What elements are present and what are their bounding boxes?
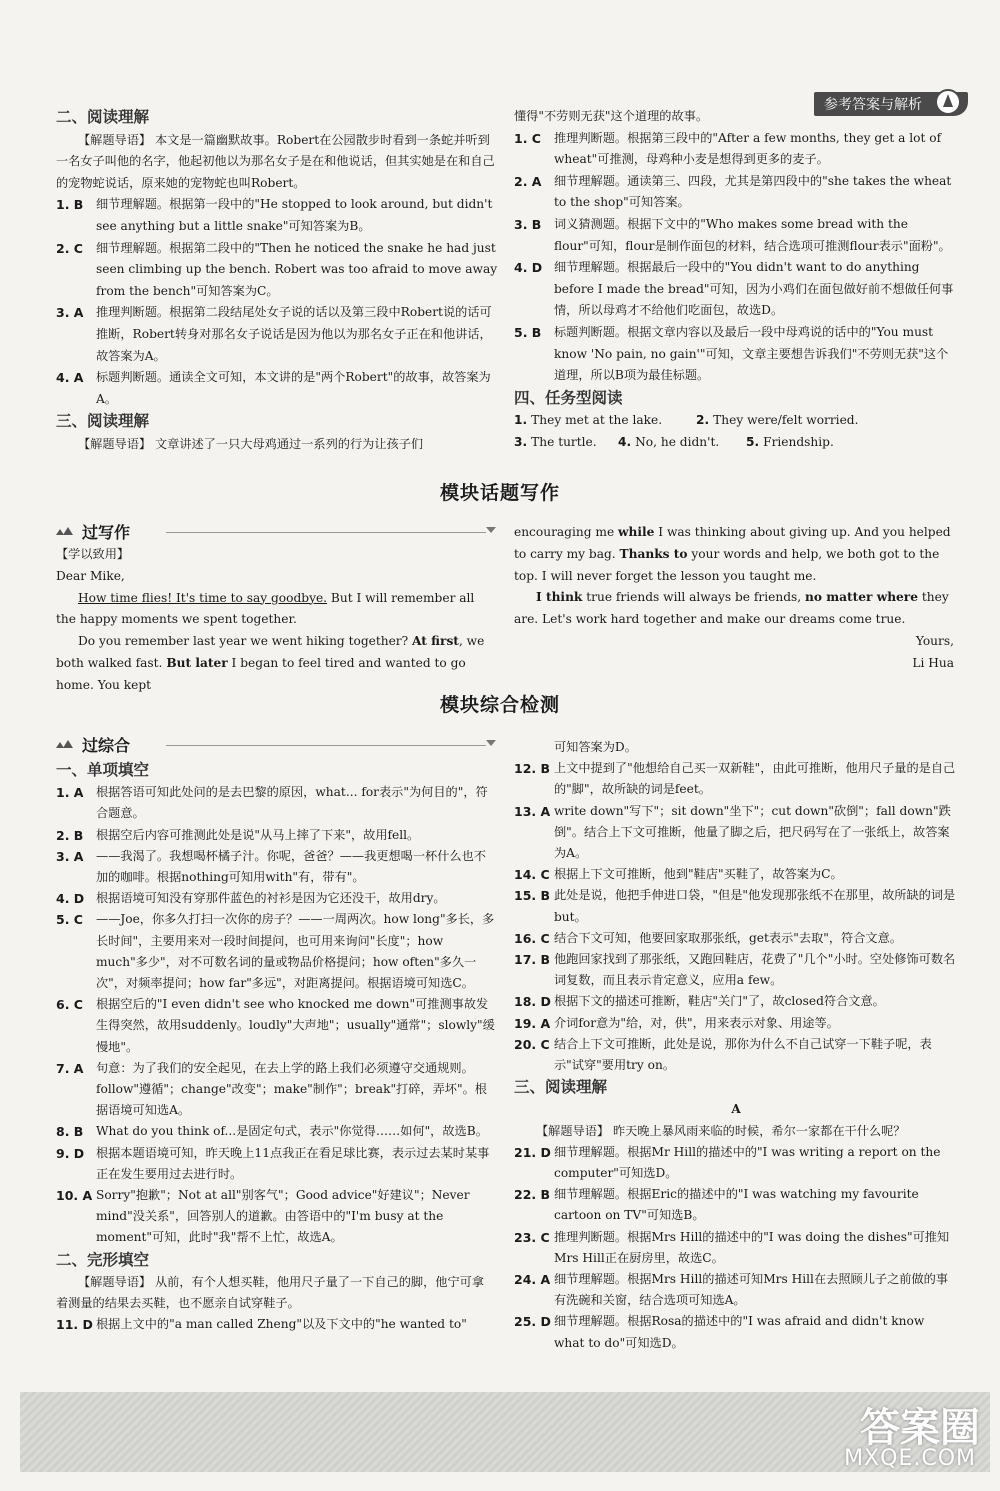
answer-number: 19. A: [514, 1015, 551, 1031]
bar-marker-icon: [56, 738, 78, 750]
letter-greeting: Dear Mike,: [56, 568, 125, 583]
answer-item: [56, 994, 496, 1058]
answer-number: 15. B: [514, 888, 551, 904]
answer-explanation: 介词for意为"给，对，供"，用来表示对象、用途等。: [554, 1015, 839, 1030]
answer-item: [514, 1269, 958, 1311]
answer-item: [514, 1184, 958, 1226]
bar-label: 过写作: [82, 523, 131, 542]
answer-explanation: 根据答语可知此处问的是去巴黎的原因，what... for表示"为何目的"，符合题意。: [96, 785, 488, 821]
answer-item: [514, 214, 958, 257]
letter-left: [56, 544, 496, 697]
reading-guide: 【解题导语】 昨天晚上暴风雨来临的时候，希尔一家都在干什么呢？: [536, 1123, 906, 1138]
answer-item: [56, 1058, 496, 1122]
answer-explanation: 细节理解题。根据第二段中的"Then he noticed the snake he had just seen climbing up the bench. Robert was too afraid to move away from the bench"可知答案为C。: [96, 240, 498, 298]
answer-number: 5. B: [514, 324, 542, 340]
answer-item: [514, 128, 958, 171]
answer-number: 9. D: [56, 1145, 85, 1161]
answer-explanation: 词义猜测题。根据下文中的"Who makes some bread with the flour"可知，flour是制作面包的材料，结合选项可推测flour表示"面粉"。: [554, 216, 951, 253]
answer-number: 3. B: [514, 216, 542, 232]
section-title: 二、完形填空: [56, 1250, 150, 1269]
answer-item: [514, 171, 958, 214]
answer-explanation: 结合上下文可推断，此处是说，那你为什么不自己试穿一下鞋子呢，表示"试穿"要用try on。: [554, 1036, 932, 1073]
letter-paragraph: Do you remember last year we went hiking together? At first, we both walked fast. But later I began to feel tired and wanted to go home. You kept: [56, 634, 485, 692]
answer-item: [514, 1142, 958, 1184]
chevron-down-icon: [486, 740, 496, 746]
answer-explanation: ——我渴了。我想喝杯橘子汁。你呢，爸爸？——我更想喝一杯什么也不加的咖啡。根据nothing可知用with"有，带有"。: [96, 848, 486, 885]
answer-number: 23. C: [514, 1229, 550, 1245]
task-answer: 4. No, he didn't.: [618, 434, 720, 449]
answer-explanation: 标题判断题。通读全文可知，本文讲的是"两个Robert"的故事，故答案为A。: [96, 370, 491, 406]
answer-explanation: 根据下文的描述可推断，鞋店"关门"了，故closed符合文意。: [554, 994, 885, 1009]
practice-label: 【学以致用】: [56, 547, 130, 561]
test-left-column: [56, 759, 496, 1335]
answer-explanation: What do you think of...是固定句式，表示"你觉得……如何"，故选B。: [96, 1124, 488, 1139]
answer-number: 8. B: [56, 1124, 84, 1140]
answer-explanation: 细节理解题。根据Mrs Hill的描述可知Mrs Hill在去照顾儿子之前做的事有洗碗和关窗，结合选项可知选A。: [554, 1272, 949, 1308]
answer-number: 10. A: [56, 1188, 93, 1204]
answer-item: [56, 194, 500, 237]
letter-paragraph: I think true friends will always be friends, no matter where they are. Let's work hard together and make our dreams come true.: [514, 590, 949, 627]
answer-number: 7. A: [56, 1060, 84, 1076]
answer-explanation: ——Joe，你多久打扫一次你的房子？——一周两次。how long"多长，多长时间"，主要用来对一段时间提问，也可用来询问"长度"；how much"多少"，对不可数名词的量或物品价格提问；how often"多久一次"，对频率提问；how far"多远"，对距离提问。根据语境可知选C。: [96, 912, 495, 991]
answer-item: [514, 758, 958, 800]
answer-item: [514, 864, 958, 885]
answer-number: 21. D: [514, 1144, 551, 1160]
answer-explanation: 推理判断题。根据第三段中的"After a few months, they get a lot of wheat"可推测，母鸡种小麦是想得到更多的麦子。: [554, 130, 942, 167]
answer-item: [514, 322, 958, 387]
answer-number: 25. D: [514, 1314, 551, 1330]
letter-closing: Yours,: [915, 633, 954, 648]
answer-item: [514, 1013, 958, 1034]
answer-item: [56, 782, 496, 824]
answer-number: 2. A: [514, 173, 542, 189]
answer-number: 14. C: [514, 867, 550, 883]
writing-bar: [56, 522, 496, 542]
answer-number: 5. C: [56, 912, 83, 928]
letter-right: [514, 522, 954, 675]
answer-item: [56, 909, 496, 994]
answer-number: 3. A: [56, 305, 84, 321]
answer-explanation: 此处是说，他把手伸进口袋，"但是"他发现那张纸不在那里，故所缺的词是but。: [554, 888, 956, 924]
section-title: 一、单项填空: [56, 761, 150, 779]
bar-label: 过综合: [82, 736, 131, 755]
left-top-column: [56, 106, 500, 456]
answer-explanation: 推理判断题。根据Mrs Hill的描述中的"I was doing the dishes"可推知Mrs Hill正在厨房里，故选C。: [554, 1229, 950, 1265]
guide-continuation: 懂得"不劳则无获"这个道理的故事。: [514, 109, 709, 123]
test-title: 模块综合检测: [439, 694, 560, 716]
answer-explanation: Sorry"抱歉"；Not at all"别客气"；Good advice"好建议"；Never mind"没关系"，回答别人的道歉。由答语中的"I'm busy at the moment"可知，此时"我"帮不上忙，故选A。: [96, 1188, 470, 1245]
answer-number: 16. C: [514, 930, 550, 946]
answer-explanation: 根据上下文可推断，他到"鞋店"买鞋了，故答案为C。: [554, 867, 843, 882]
task-answer: 1. They met at the lake.: [514, 413, 663, 428]
answer-item: [514, 949, 958, 991]
answer-number: 3. A: [56, 848, 84, 864]
answer-item: [514, 257, 958, 322]
answer-number: 2. C: [56, 240, 83, 256]
answer-number: 20. C: [514, 1036, 550, 1052]
reading-guide: 【解题导语】 文章讲述了一只大母鸡通过一系列的行为让孩子们: [78, 436, 424, 451]
answer-item: [514, 801, 958, 865]
answer-item: [56, 825, 496, 846]
answer-number: 1. C: [514, 130, 541, 146]
answer-number: 11. D: [56, 1317, 93, 1333]
answer-explanation: 句意：为了我们的安全起见，在去上学的路上我们必须遵守交通规则。follow"遵循"；change"改变"；make"制作"；break"打碎，弄坏"。根据语境可知选A。: [96, 1060, 487, 1118]
answer-item: [514, 1034, 958, 1076]
cloze-guide: 【解题导语】 从前，有个人想买鞋，他用尺子量了一下自己的脚，他宁可拿着测量的结果去买鞋，也不愿亲自试穿鞋子。: [56, 1274, 485, 1311]
answer-explanation: 他跑回家找到了那张纸，又跑回鞋店，花费了"几个"小时。空处修饰可数名词复数，而且表示肯定意义，应用a few。: [554, 952, 956, 988]
section-header-label: 参考答案与解析: [814, 92, 968, 116]
answer-continuation: 可知答案为D。: [554, 740, 637, 754]
section-title: 二、阅读理解: [56, 108, 150, 126]
answer-explanation: 根据语境可知没有穿那件蓝色的衬衫是因为它还没干，故用dry。: [96, 891, 446, 906]
answer-number: 4. A: [56, 370, 84, 386]
letter-paragraph: encouraging me while I was thinking about giving up. And you helped to carry my bag. Thanks to your words and help, we both got to the top. I will never forget the lesson you taught me.: [514, 525, 951, 583]
task-answer: 3. The turtle.: [514, 434, 597, 449]
answer-explanation: 推理判断题。根据第二段结尾处女子说的话以及第三段中Robert说的话可推断，Robert转身对那名女子说话是因为他以为那名女子正在和他讲话，故答案为A。: [96, 305, 492, 363]
answer-explanation: write down"写下"；sit down"坐下"；cut down"砍倒"；fall down"跌倒"。结合上下文可推断，他量了脚之后，把尺码写在了一张纸上，故答案为A。: [554, 803, 951, 861]
answer-number: 12. B: [514, 761, 551, 777]
answer-explanation: 细节理解题。根据最后一段中的"You didn't want to do anything before I made the bread"可知，因为小鸡们在面包做好前不想做任何事情，所以母鸡才不给他们吃面包，故选D。: [554, 260, 954, 318]
answer-explanation: 标题判断题。根据文章内容以及最后一段中母鸡说的话中的"You must know 'No pain, no gain'"可知，文章主要想告诉我们"不劳则无获"这个道理，所以B项为最佳标题。: [554, 324, 949, 383]
answer-explanation: 细节理解题。根据Eric的描述中的"I was watching my favourite cartoon on TV"可知选B。: [554, 1187, 919, 1223]
answer-explanation: 根据上文中的"a man called Zheng"以及下文中的"he wanted to": [96, 1317, 467, 1332]
chevron-down-icon: [486, 527, 496, 533]
answer-number: 17. B: [514, 952, 551, 968]
answer-item: [514, 1227, 958, 1269]
letter-paragraph: How time flies! It's time to say goodbye. But I will remember all the happy moments we spent together.: [56, 590, 475, 627]
answer-explanation: 细节理解题。根据Mr Hill的描述中的"I was writing a report on the computer"可知选D。: [554, 1144, 941, 1181]
answer-number: 18. D: [514, 994, 551, 1010]
task-reading-answers: [514, 410, 958, 453]
answer-item: [56, 1143, 496, 1185]
answer-number: 6. C: [56, 997, 83, 1013]
answer-item: [56, 846, 496, 888]
answer-explanation: 根据空后内容可推测此处是说"从马上摔了下来"，故用fell。: [96, 827, 420, 842]
answer-number: 22. B: [514, 1187, 551, 1203]
answer-item: [56, 1121, 496, 1142]
task-answer: 2. They were/felt worried.: [696, 413, 859, 428]
answer-explanation: 细节理解题。根据Rosa的描述中的"I was afraid and didn't know what to do"可知选D。: [554, 1314, 925, 1350]
answer-explanation: 细节理解题。通读第三、四段，尤其是第四段中的"she takes the wheat to the shop"可知答案。: [554, 173, 952, 210]
section-title: 三、阅读理解: [56, 412, 150, 431]
test-right-column: [514, 737, 958, 1354]
answer-item: [56, 302, 500, 367]
answer-number: 4. D: [514, 260, 543, 276]
answer-number: 4. D: [56, 891, 85, 907]
answer-number: 13. A: [514, 803, 551, 819]
answer-explanation: 根据空后的"I even didn't see who knocked me down"可推测事故发生得突然，故用suddenly。loudly"大声地"；usually"通常"；slowly"缓慢地"。: [96, 997, 495, 1054]
answer-number: 2. B: [56, 827, 84, 843]
answer-item: [56, 888, 496, 909]
answer-explanation: 上文中提到了"他想给自己买一双新鞋"，由此可推断，他用尺子量的是自己的"脚"，故所缺的词是feet。: [554, 761, 956, 797]
task-answer: 5. Friendship.: [746, 434, 834, 449]
writing-title: 模块话题写作: [439, 482, 560, 504]
answer-explanation: 细节理解题。根据第一段中的"He stopped to look around, but didn't see anything but a little snake"可知答案为B。: [96, 197, 493, 233]
answer-item: [514, 991, 958, 1012]
section-title: 三、阅读理解: [514, 1078, 608, 1097]
bar-marker-icon: [56, 525, 78, 537]
answer-explanation: 结合下文可知，他要回家取那张纸，get表示"去取"，符合文意。: [554, 930, 902, 945]
right-top-column: [514, 106, 958, 454]
answer-number: 24. A: [514, 1272, 551, 1288]
answer-item: [56, 1185, 496, 1249]
answer-number: 1. B: [56, 197, 84, 213]
watermark-logo: 答案圈: [860, 1405, 980, 1451]
answer-explanation: 根据本题语境可知，昨天晚上11点我正在看足球比赛，表示过去某时某事正在发生要用过去进行时。: [96, 1145, 490, 1181]
answer-item: [56, 238, 500, 303]
answer-item: [514, 885, 958, 927]
answer-item: [56, 367, 500, 410]
passage-label: A: [731, 1102, 741, 1117]
answer-item: [56, 1314, 496, 1335]
test-bar: [56, 735, 496, 755]
letter-signature: Li Hua: [912, 655, 954, 670]
answer-item: [514, 1311, 958, 1353]
answer-item: [514, 928, 958, 949]
reading-guide: 【解题导语】 本文是一篇幽默故事。Robert在公园散步时看到一条蛇并听到一名女子叫他的名字，他起初他以为那名女子是在和他说话，但其实她是在和自己的宠物蛇说话，原来她的宠物蛇也叫Robert。: [56, 132, 495, 190]
section-title: 四、任务型阅读: [514, 388, 623, 407]
watermark-url: MXQE.COM: [844, 1446, 976, 1471]
answer-number: 1. A: [56, 785, 84, 801]
